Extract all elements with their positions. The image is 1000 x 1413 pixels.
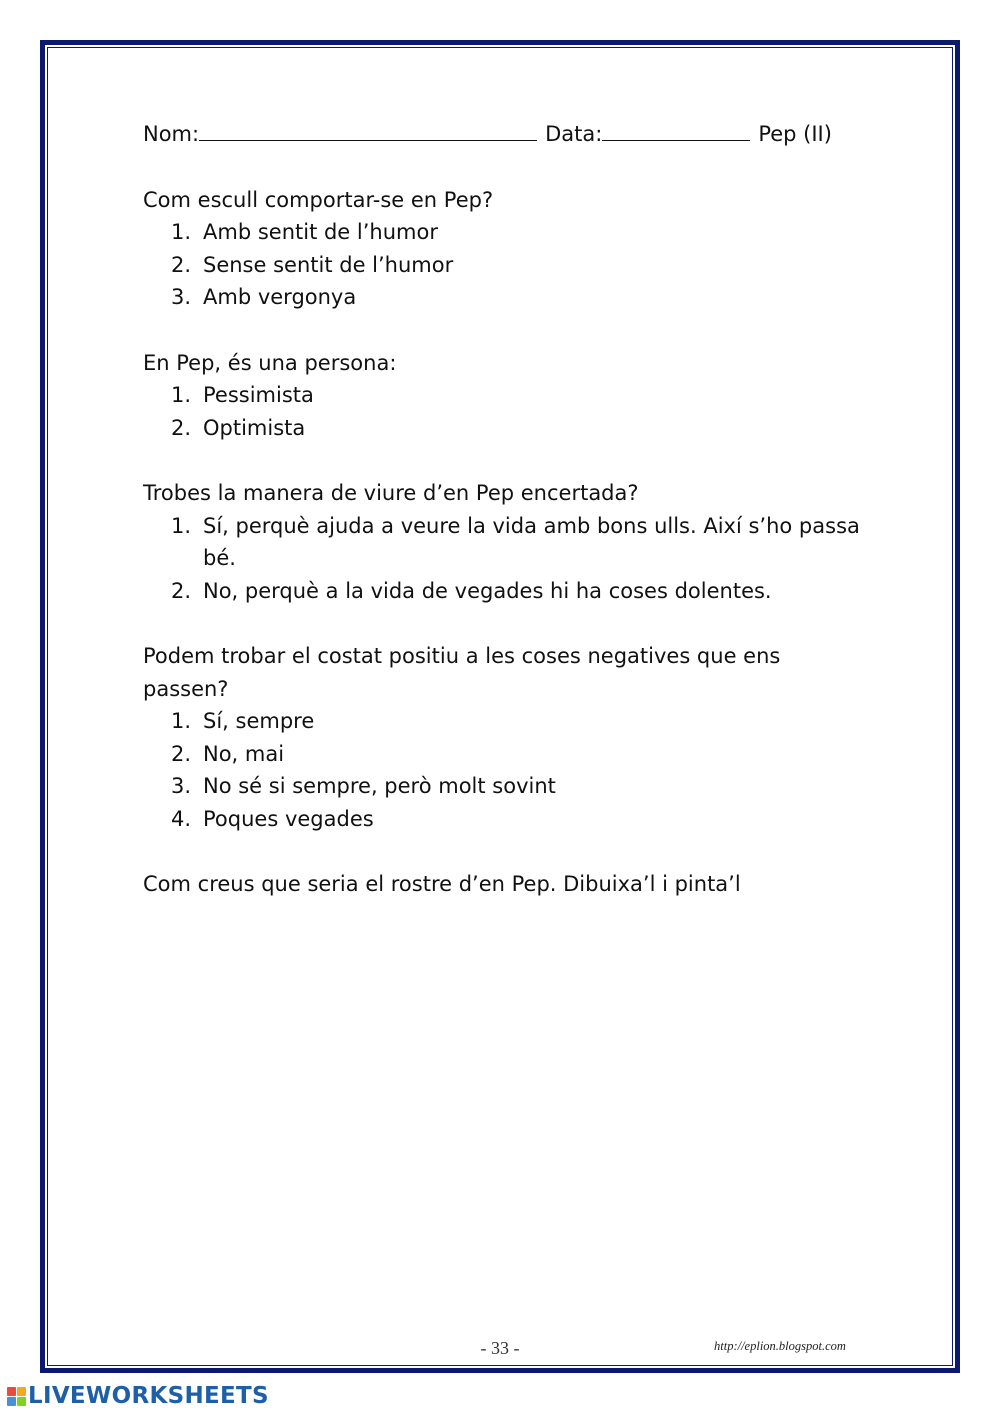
brand-name: LIVEWORKSHEETS — [28, 1383, 269, 1409]
answer-option[interactable] — [143, 216, 863, 249]
option-text: Amb sentit de l’humor — [203, 220, 438, 244]
logo-square — [17, 1397, 26, 1406]
option-number: 1. — [171, 709, 192, 733]
option-number: 3. — [171, 774, 192, 798]
answer-option[interactable] — [143, 575, 863, 608]
option-text: Sense sentit de l’humor — [203, 252, 454, 277]
option-number: 4. — [171, 806, 192, 831]
question-text: Trobes la manera de viure d’en Pep encertada? — [143, 481, 639, 505]
answer-option[interactable] — [143, 510, 863, 575]
option-text: Optimista — [203, 415, 306, 440]
answer-options — [143, 510, 863, 608]
answer-options — [143, 379, 863, 444]
option-text: Sí, perquè ajuda a veure la vida amb bons ulls. Així s’ho passa bé. — [203, 513, 860, 570]
option-text: Sí, sempre — [203, 709, 315, 733]
option-text: No, mai — [203, 741, 285, 766]
liveworksheets-brand — [7, 1382, 269, 1410]
question-block — [143, 184, 863, 314]
option-text: No, perquè a la vida de vegades hi ha coses dolentes. — [203, 578, 772, 603]
name-field[interactable] — [199, 118, 537, 141]
answer-option[interactable] — [143, 770, 863, 803]
logo-square — [7, 1387, 16, 1396]
page-number: - 33 - — [480, 1338, 520, 1358]
option-text: Pessimista — [203, 383, 314, 407]
option-number: 2. — [171, 578, 192, 603]
answer-option[interactable] — [143, 412, 863, 445]
option-text: Amb vergonya — [203, 285, 357, 309]
nom-label: Nom: — [143, 122, 200, 146]
option-number: 1. — [171, 220, 192, 244]
question-block — [143, 868, 863, 901]
answer-option[interactable] — [143, 705, 863, 738]
logo-square — [7, 1397, 16, 1406]
option-number: 3. — [171, 285, 192, 309]
date-field[interactable] — [602, 118, 750, 141]
question-block — [143, 477, 863, 607]
worksheet-header — [143, 118, 863, 151]
logo-square — [17, 1387, 26, 1396]
answer-options — [143, 216, 863, 314]
source-url: http://eplion.blogspot.com — [714, 1339, 846, 1353]
worksheet-content — [143, 118, 863, 901]
option-number: 2. — [171, 741, 192, 766]
option-number: 1. — [171, 383, 192, 407]
option-text: Poques vegades — [203, 806, 374, 831]
question-block — [143, 347, 863, 445]
answer-option[interactable] — [143, 249, 863, 282]
answer-option[interactable] — [143, 379, 863, 412]
answer-option[interactable] — [143, 281, 863, 314]
question-text: Com creus que seria el rostre d’en Pep. Dibuixa’l i pinta’l — [143, 872, 741, 896]
question-text: Com escull comportar-se en Pep? — [143, 187, 494, 212]
question-block — [143, 640, 863, 835]
answer-option[interactable] — [143, 738, 863, 771]
answer-option[interactable] — [143, 803, 863, 836]
option-text: No sé si sempre, però molt sovint — [203, 774, 556, 798]
liveworksheets-logo-icon — [7, 1387, 26, 1406]
option-number: 2. — [171, 252, 192, 277]
answer-options — [143, 705, 863, 835]
data-label: Data: — [545, 122, 603, 146]
question-text: Podem trobar el costat positiu a les coses negatives que ens passen? — [143, 644, 781, 701]
question-list — [143, 184, 863, 901]
option-number: 2. — [171, 415, 192, 440]
question-text: En Pep, és una persona: — [143, 350, 397, 375]
worksheet-title: Pep (II) — [758, 122, 832, 146]
option-number: 1. — [171, 513, 192, 538]
